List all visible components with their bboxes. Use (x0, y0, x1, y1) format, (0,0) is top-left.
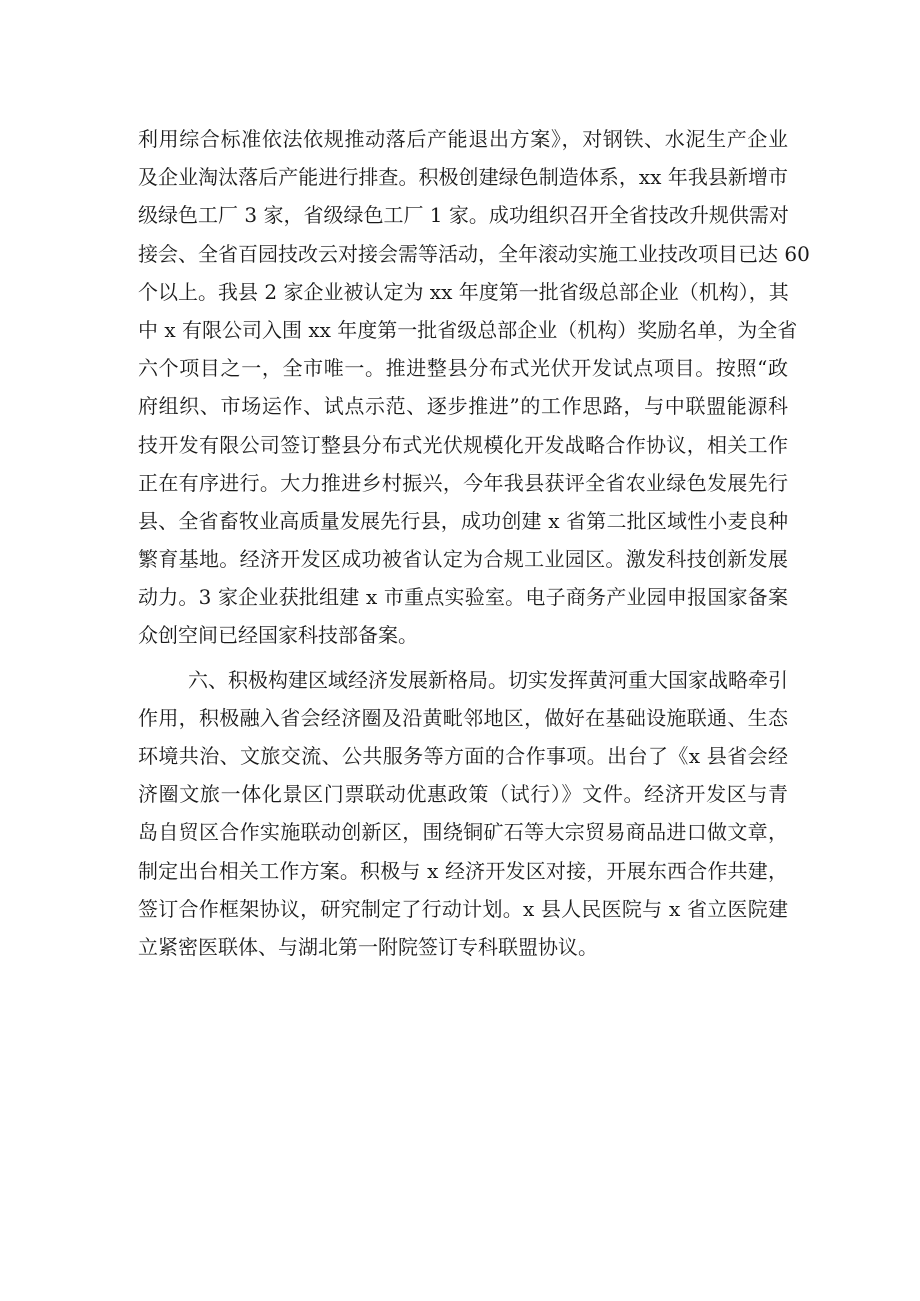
text-line: 岛自贸区合作实施联动创新区，围绕铜矿石等大宗贸易商品进口做文章， (138, 820, 788, 845)
paragraph-2 (138, 661, 788, 967)
text-line: 制定出台相关工作方案。积极与 x 经济开发区对接，开展东西合作共建， (138, 858, 788, 883)
text-line: 技开发有限公司签订整县分布式光伏规模化开发战略合作协议，相关工作 (138, 432, 788, 457)
text-line: 动力。3 家企业获批组建 x 市重点实验室。电子商务产业园申报国家备案 (138, 585, 788, 610)
text-line: 立紧密医联体、与湖北第一附院签订专科联盟协议。 (138, 934, 598, 959)
text-line: 及企业淘汰落后产能进行排查。积极创建绿色制造体系，xx 年我县新增市 (138, 165, 788, 190)
text-line: 县、全省畜牧业高质量发展先行县，成功创建 x 省第二批区域性小麦良种 (138, 508, 788, 533)
text-line: 六、积极构建区域经济发展新格局。切实发挥黄河重大国家战略牵引 (188, 667, 788, 692)
text-line: 接会、全省百园技改云对接会需等活动，全年滚动实施工业技改项目已达 60 (138, 241, 810, 266)
document-body (138, 120, 810, 966)
text-line: 六个项目之一，全市唯一。推进整县分布式光伏开发试点项目。按照“政 (138, 356, 788, 381)
paragraph-1 (138, 120, 810, 655)
text-line: 作用，积极融入省会经济圈及沿黄毗邻地区，做好在基础设施联通、生态 (138, 705, 788, 730)
text-line: 级绿色工厂 3 家，省级绿色工厂 1 家。成功组织召开全省技改升规供需对 (138, 203, 789, 228)
text-line: 环境共治、文旅交流、公共服务等方面的合作事项。出台了《x 县省会经 (138, 744, 788, 768)
text-line: 个以上。我县 2 家企业被认定为 xx 年度第一批省级总部企业（机构），其 (138, 279, 789, 304)
text-line: 签订合作框架协议，研究制定了行动计划。x 县人民医院与 x 省立医院建 (138, 896, 788, 921)
text-line: 中 x 有限公司入围 xx 年度第一批省级总部企业（机构）奖励名单，为全省 (138, 317, 798, 342)
text-line: 利用综合标准依法依规推动落后产能退出方案》，对钢铁、水泥生产企业 (138, 127, 788, 151)
text-line: 济圈文旅一体化景区门票联动优惠政策（试行）》文件。经济开发区与青 (138, 782, 788, 807)
text-line: 众创空间已经国家科技部备案。 (138, 623, 418, 648)
text-line: 繁育基地。经济开发区成功被省认定为合规工业园区。激发科技创新发展 (138, 547, 788, 572)
text-line: 正在有序进行。大力推进乡村振兴，今年我县获评全省农业绿色发展先行 (138, 470, 788, 495)
text-line: 府组织、市场运作、试点示范、逐步推进”的工作思路，与中联盟能源科 (138, 394, 788, 419)
